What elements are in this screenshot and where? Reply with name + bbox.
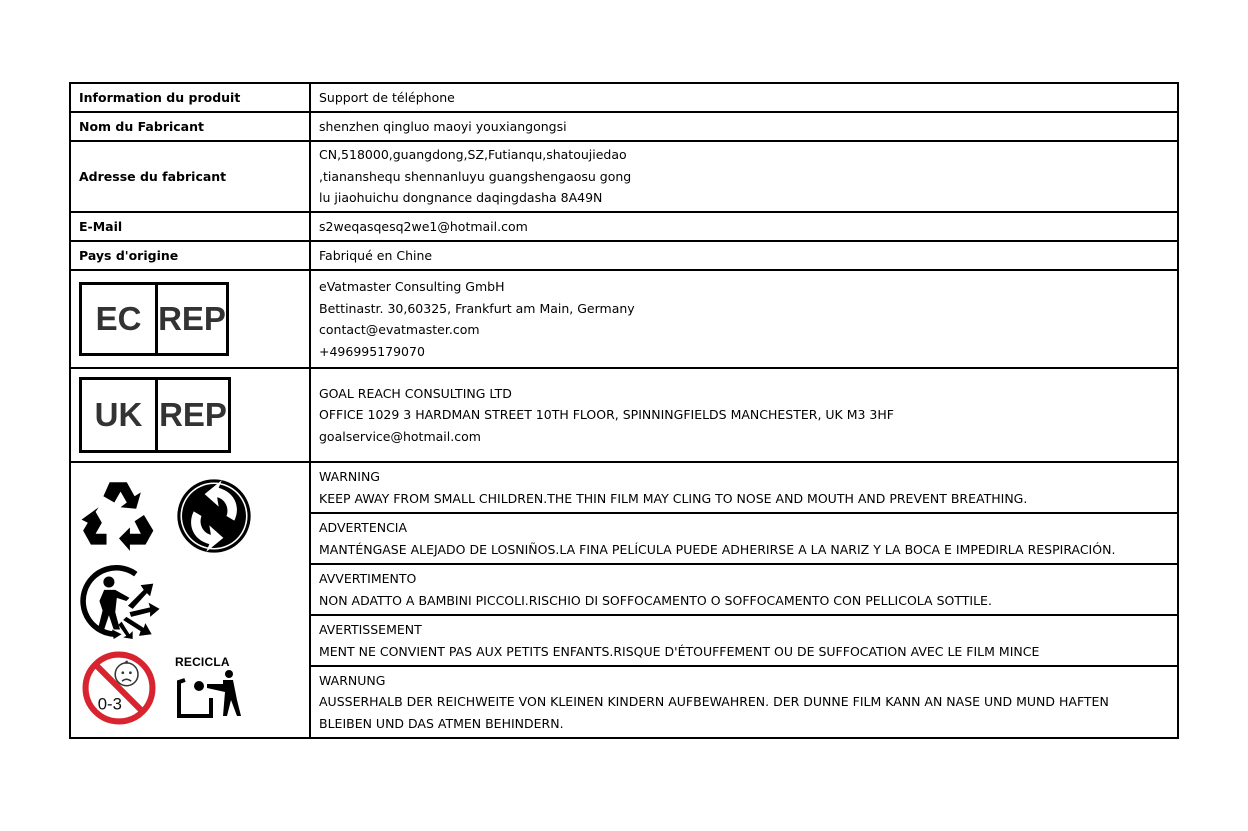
warning-text: AUSSERHALB DER REICHWEITE VON KLEINEN KINDERN AUFBEWAHREN. DER DUNNE FILM KANN AN NASE UND MUND HAFTEN bbox=[319, 694, 1109, 710]
warning-text: KEEP AWAY FROM SMALL CHILDREN.THE THIN FILM MAY CLING TO NOSE AND MOUTH AND PREVENT BREATHING. bbox=[319, 490, 1028, 506]
row-label: Pays d'origine bbox=[70, 241, 310, 270]
row-label: Information du produit bbox=[70, 83, 310, 112]
ec-rep-address: Bettinastr. 30,60325, Frankfurt am Main, Germany bbox=[319, 300, 635, 316]
table-row bbox=[70, 141, 1178, 212]
warning-title: WARNUNG bbox=[319, 672, 386, 688]
product-name-value: Support de téléphone bbox=[310, 83, 1178, 112]
ec-rep-row bbox=[70, 270, 1178, 368]
warning-text: MANTÉNGASE ALEJADO DE LOSNIÑOS.LA FINA PELÍCULA PUEDE ADHERIRSE A LA NARIZ Y LA BOCA E IMPEDIRLA RESPIRACIÓN. bbox=[319, 541, 1116, 557]
ec-rep-icon bbox=[79, 282, 229, 356]
uk-rep-address: OFFICE 1029 3 HARDMAN STREET 10TH FLOOR, SPINNINGFIELDS MANCHESTER, UK M3 3HF bbox=[319, 407, 894, 423]
warning-title: ADVERTENCIA bbox=[319, 520, 408, 535]
age-label: 0-3 bbox=[97, 694, 122, 714]
warning-text: NON ADATTO A BAMBINI PICCOLI.RISCHIO DI SOFFOCAMENTO O SOFFOCAMENTO CON PELLICOLA SOTTILE. bbox=[319, 592, 992, 608]
uk-rep-right: REP bbox=[159, 396, 227, 434]
recicla-label: RECICLA bbox=[175, 655, 230, 669]
address-line: ,tiananshequ shennanluyu guangshengaosu gong bbox=[319, 168, 632, 184]
recicla-icon bbox=[175, 670, 245, 722]
manufacturer-name-value: shenzhen qingluo maoyi youxiangongsi bbox=[310, 112, 1178, 141]
uk-rep-icon bbox=[79, 377, 231, 453]
ec-rep-phone: +496995179070 bbox=[319, 343, 425, 359]
warning-de bbox=[310, 666, 1178, 738]
row-label: Adresse du fabricant bbox=[70, 141, 310, 212]
address-line: CN,518000,guangdong,SZ,Futianqu,shatoujiedao bbox=[319, 147, 627, 163]
warning-row-en bbox=[70, 462, 1178, 513]
ec-rep-badge-cell bbox=[70, 270, 310, 368]
email-value: s2weqasqesq2we1@hotmail.com bbox=[310, 212, 1178, 241]
symbols-cell bbox=[70, 462, 310, 738]
manufacturer-address-value bbox=[310, 141, 1178, 212]
warning-fr bbox=[310, 615, 1178, 666]
uk-rep-details bbox=[310, 368, 1178, 462]
country-of-origin-value: Fabriqué en Chine bbox=[310, 241, 1178, 270]
triman-icon bbox=[80, 563, 160, 639]
warning-title: WARNING bbox=[319, 469, 380, 484]
warning-text: BLEIBEN UND DAS ATMEN BEHINDERN. bbox=[319, 715, 564, 731]
ec-rep-details bbox=[310, 270, 1178, 368]
uk-rep-company: GOAL REACH CONSULTING LTD bbox=[319, 385, 512, 401]
ec-rep-left: EC bbox=[82, 285, 158, 353]
product-info-table bbox=[69, 82, 1179, 739]
uk-rep-left: UK bbox=[82, 380, 158, 450]
warning-text: MENT NE CONVIENT PAS AUX PETITS ENFANTS.RISQUE D'ÉTOUFFEMENT OU DE SUFFOCATION AVEC LE FILM MINCE bbox=[319, 643, 1040, 659]
table-row bbox=[70, 241, 1178, 270]
row-label: Nom du Fabricant bbox=[70, 112, 310, 141]
row-label: E-Mail bbox=[70, 212, 310, 241]
ec-rep-right: REP bbox=[158, 300, 226, 338]
uk-rep-badge-cell bbox=[70, 368, 310, 462]
uk-rep-row bbox=[70, 368, 1178, 462]
table-row bbox=[70, 83, 1178, 112]
recycle-icon bbox=[80, 476, 158, 554]
table-row bbox=[70, 112, 1178, 141]
address-line: lu jiaohuichu dongnance daqingdasha 8A49N bbox=[319, 190, 603, 206]
product-label-sheet bbox=[69, 82, 1179, 739]
uk-rep-email: goalservice@hotmail.com bbox=[319, 428, 481, 444]
not-for-children-0-3-icon bbox=[81, 650, 157, 726]
warning-title: AVERTISSEMENT bbox=[319, 622, 422, 637]
warning-en bbox=[310, 462, 1178, 513]
green-dot-icon bbox=[175, 477, 253, 555]
ec-rep-email: contact@evatmaster.com bbox=[319, 322, 480, 337]
warning-es bbox=[310, 513, 1178, 564]
warning-it bbox=[310, 564, 1178, 615]
table-row bbox=[70, 212, 1178, 241]
ec-rep-company: eVatmaster Consulting GmbH bbox=[319, 279, 505, 294]
warning-title: AVVERTIMENTO bbox=[319, 571, 417, 586]
